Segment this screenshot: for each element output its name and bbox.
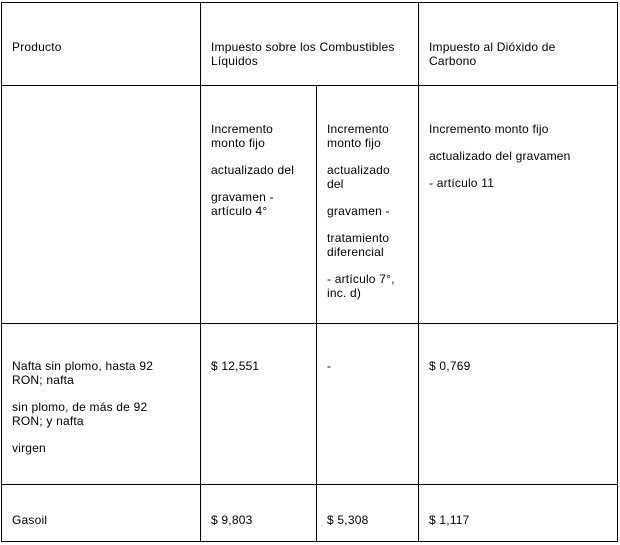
fuel-tax-table <box>1 2 618 542</box>
subheader-line: diferencial <box>327 245 384 259</box>
header-icl-line: Líquidos <box>211 54 258 68</box>
subheader-line: inc. d) <box>327 286 362 300</box>
subheader-icl-art4 <box>201 86 317 324</box>
subheader-line: monto fijo <box>211 136 266 150</box>
subheader-line: artículo 4° <box>211 204 268 218</box>
value-text: $ 0,769 <box>429 359 471 373</box>
subheader-idc-art11 <box>419 86 618 324</box>
header-idc-line: Carbono <box>429 54 477 68</box>
subheader-line: actualizado <box>327 163 390 177</box>
header-idc <box>419 3 618 86</box>
subheader-line: tratamiento <box>327 231 390 245</box>
value-text: $ 9,803 <box>211 513 253 527</box>
header-icl <box>201 3 419 86</box>
subheader-line: Incremento <box>327 122 390 136</box>
table-header-row <box>2 3 618 86</box>
producto-line: Nafta sin plomo, hasta 92 <box>12 359 154 373</box>
cell-producto <box>2 324 201 485</box>
header-icl-line: Impuesto sobre los Combustibles <box>211 40 395 54</box>
header-producto <box>2 3 201 86</box>
header-idc-line: Impuesto al Dióxido de <box>429 40 556 54</box>
subheader-line: del <box>327 177 344 191</box>
value-text: $ 12,551 <box>211 359 260 373</box>
value-text: - <box>327 359 332 373</box>
producto-line: RON; nafta <box>12 373 75 387</box>
cell-icl-art7 <box>317 485 419 542</box>
subheader-line: Incremento <box>211 122 274 136</box>
subheader-line: gravamen - <box>211 190 274 204</box>
cell-idc-art11 <box>419 324 618 485</box>
subheader-empty <box>2 86 201 324</box>
subheader-line: actualizado del gravamen <box>429 149 571 163</box>
subheader-line: - artículo 11 <box>429 176 495 190</box>
header-producto-label: Producto <box>12 40 62 54</box>
producto-line: RON; y nafta <box>12 414 84 428</box>
cell-producto <box>2 485 201 542</box>
subheader-line: - artículo 7°, <box>327 272 395 286</box>
cell-icl-art7 <box>317 324 419 485</box>
subheader-line: gravamen - <box>327 204 390 218</box>
producto-line: virgen <box>12 441 46 455</box>
cell-idc-art11 <box>419 485 618 542</box>
subheader-icl-art7 <box>317 86 419 324</box>
producto-line: sin plomo, de más de 92 <box>12 400 148 414</box>
table-row <box>2 485 618 542</box>
table-subheader-row <box>2 86 618 324</box>
subheader-line: actualizado del <box>211 163 295 177</box>
subheader-line: monto fijo <box>327 136 382 150</box>
cell-icl-art4 <box>201 324 317 485</box>
value-text: $ 1,117 <box>429 513 470 527</box>
table-row <box>2 324 618 485</box>
value-text: $ 5,308 <box>327 513 369 527</box>
cell-icl-art4 <box>201 485 317 542</box>
subheader-line: Incremento monto fijo <box>429 122 549 136</box>
producto-line: Gasoil <box>12 513 48 527</box>
